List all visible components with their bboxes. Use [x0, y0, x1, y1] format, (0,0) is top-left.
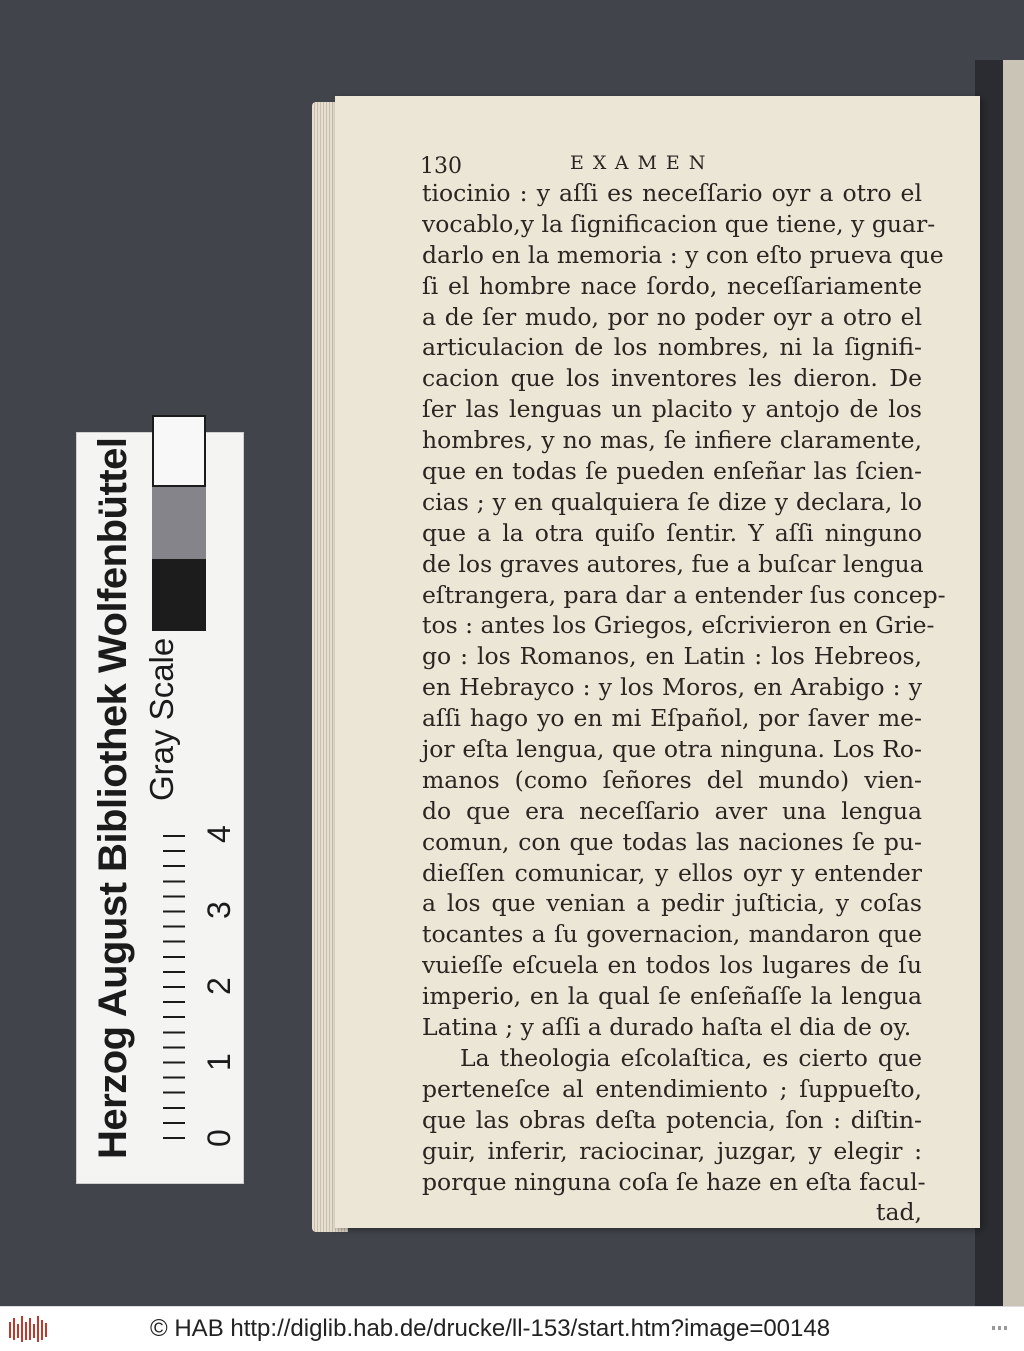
text-line: porque ninguna coſa ſe haze en eſta facul-: [422, 1167, 926, 1196]
book-cover: [975, 60, 1024, 1306]
institution-name: Herzog August Bibliothek Wolfenbüttel: [91, 437, 135, 1159]
text-line: articulacion de los nombres, ni la ſignifi-: [422, 333, 922, 362]
text-line: perteneſce al entendimiento ; ſuppueſto,: [422, 1074, 922, 1103]
text-line: jor eſta lengua, que otra ninguna. Los Ro-: [422, 735, 922, 764]
text-line: ſer las lenguas un placito y antojo de los: [422, 395, 922, 424]
copyright-url: © HAB http://diglib.hab.de/drucke/ll-153/start.htm?image=00148: [150, 1315, 831, 1342]
text-line: hombres, y no mas, ſe infiere claramente,: [422, 426, 922, 455]
text-line: ſi el hombre nace ſordo, neceſſariamente: [422, 271, 922, 300]
page-number: 130: [420, 154, 462, 179]
text-line: guir, inferir, raciocinar, juzgar, y elegir :: [422, 1136, 922, 1165]
text-line: en Hebrayco : y los Moros, en Arabigo : y: [422, 673, 922, 702]
text-line: comun, con que todas las naciones ſe pu-: [422, 827, 922, 856]
text-line: manos (como ſeñores del mundo) vien-: [422, 765, 922, 794]
text-line: do que era neceſſario aver una lengua: [422, 796, 922, 825]
text-line: a de ſer mudo, por no poder oyr a otro el: [422, 302, 922, 331]
text-line: darlo en la memoria : y con eſto prueva que: [422, 240, 944, 269]
text-line: que las obras deſta potencia, ſon : diſtin-: [422, 1105, 922, 1134]
running-head-title: EXAMEN: [570, 152, 715, 174]
dots-icon: [992, 1325, 1012, 1331]
footer-bar: [0, 1306, 1024, 1351]
white-swatch: [152, 415, 206, 487]
text-line: a los que venian a pedir juſticia, y coſas: [422, 889, 922, 918]
ruler-number: 2: [201, 977, 237, 995]
text-line: aſſi hago yo en mi Eſpañol, por ſaver me-: [422, 704, 922, 733]
text-line: que a la otra quiſo ſentir. Y aſſi ninguno: [422, 518, 922, 547]
catchword: tad,: [876, 1198, 922, 1227]
text-line: dieſſen comunicar, y ellos oyr y entender: [422, 858, 922, 887]
text-line: cias ; y en qualquiera ſe dize y declara, lo: [422, 487, 922, 516]
text-line: vocablo,y la ſignificacion que tiene, y guar-: [422, 209, 936, 238]
gray-scale-card: [76, 432, 244, 1184]
text-line: tocantes a ſu governacion, mandaron que: [422, 920, 922, 949]
ruler-ticks: [163, 827, 185, 1139]
text-line: imperio, en la qual ſe enſeñaſſe la lengua: [422, 982, 922, 1011]
text-line: Latina ; y aſſi a durado haſta el dia de oy.: [422, 1013, 912, 1042]
ruler-number: 3: [201, 901, 237, 919]
hab-logo-icon: [8, 1314, 48, 1344]
text-line: de los graves autores, fue a buſcar lengua: [422, 549, 924, 578]
ruler-number: 0: [201, 1129, 237, 1147]
text-line: La theologia eſcolaſtica, es cierto que: [460, 1043, 922, 1072]
gray-scale-label: Gray Scale: [143, 637, 180, 801]
gray-swatch: [152, 487, 206, 559]
text-line: tos : antes los Griegos, eſcrivieron en Grie-: [422, 611, 935, 640]
body-text: [422, 178, 946, 1228]
text-line: eſtrangera, para dar a entender ſus concep-: [422, 580, 946, 609]
black-swatch: [152, 559, 206, 631]
text-line: cacion que los inventores les dieron. De: [422, 364, 922, 393]
text-line: vuieſſe eſcuela en todos los lugares de ſu: [422, 951, 922, 980]
text-line: que en todas ſe pueden enſeñar las ſcien-: [422, 457, 922, 486]
text-line: tiocinio : y aſſi es neceſſario oyr a otro el: [422, 179, 922, 207]
ruler-number: 1: [201, 1053, 237, 1071]
ruler-number: 4: [201, 825, 237, 843]
text-line: go : los Romanos, en Latin : los Hebreos,: [422, 642, 922, 671]
